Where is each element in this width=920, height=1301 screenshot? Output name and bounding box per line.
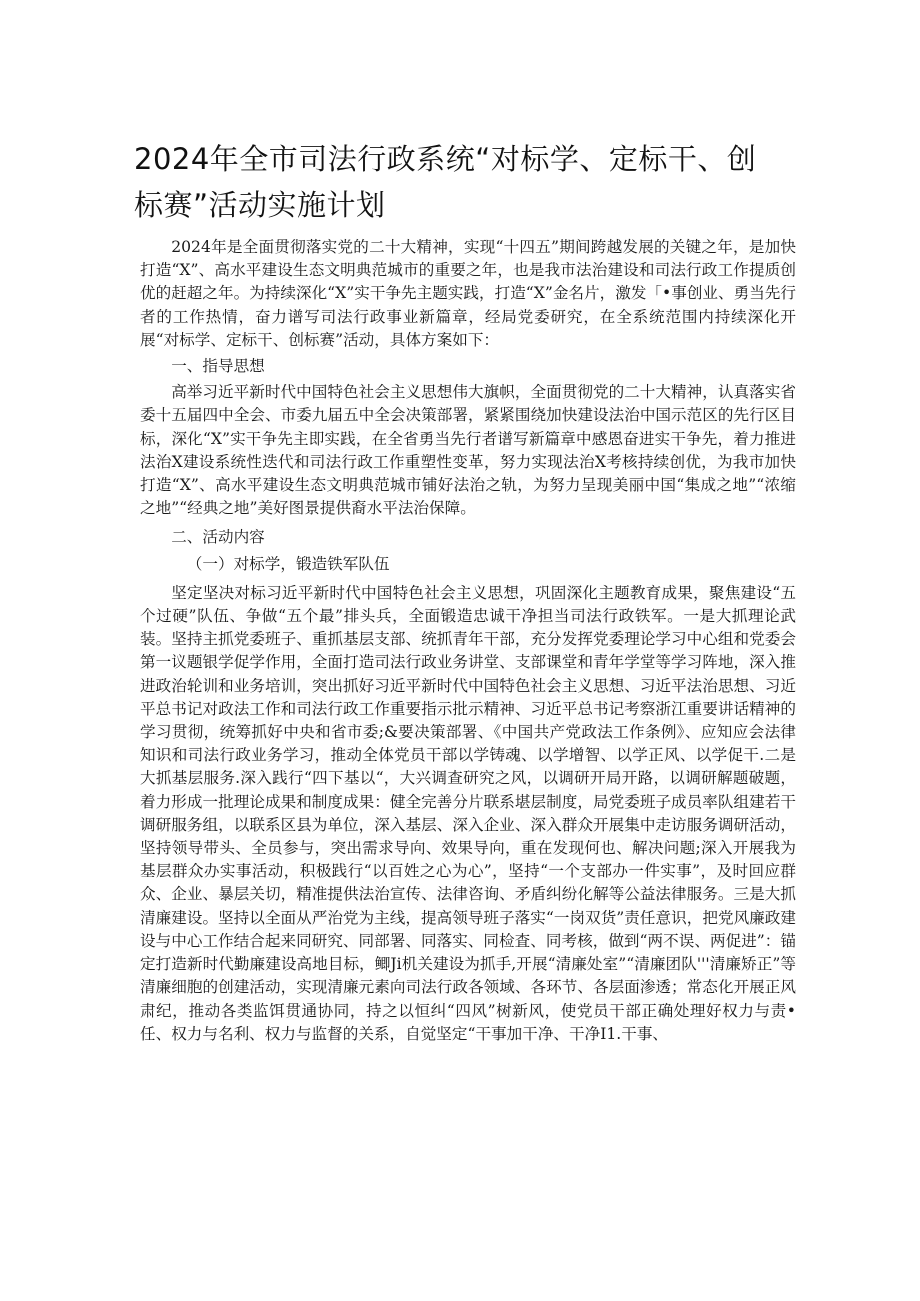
- intro-paragraph: 2024年是全面贯彻落实党的二十大精神，实现“十四五”期间跨越发展的关键之年，是加快打造“X”、高水平建设生态文明典范城市的重要之年，也是我市法治建设和司法行政工作提质创优的赶超之年。为持续深化“X”实干争先主题实践，打造“X”金名片，激发「•事创业、勇当先行者的工作热情，奋力谱写司法行政事业新篇章，经局党委研究，在全系统范围内持续深化开展“对标学、定标干、创标赛”活动，具体方案如下：: [140, 238, 796, 349]
- document-body: [140, 236, 796, 1046]
- subsection-heading-benchmark-learning: （一）对标学，锻造铁军队伍: [186, 554, 390, 573]
- benchmark-learning-paragraph: 坚定坚决对标习近平新时代中国特色社会主义思想，巩固深化主题教育成果，聚焦建设“五个过硬”队伍、争做“五个最”排头兵，全面锻造忠诚干净担当司法行政铁军。一是大抓理论武装。坚持主抓党委班子、重抓基层支部、统抓青年干部，充分发挥党委理论学习中心组和党委会第一议题银学促学作用，全面打造司法行政业务讲堂、支部课堂和青年学堂等学习阵地，深入推进政治轮训和业务培训，突出抓好习近平新时代中国特色社会主义思想、习近平法治思想、习近平总书记对政法工作和司法行政工作重要指示批示精神、习近平总书记考察浙江重要讲话精神的学习贯彻，统筹抓好中央和省市委;&要决策部署、《中国共产党政法工作条例》、应知应会法律知识和司法行政业务学习，推动全体党员干部以学铸魂、以学增智、以学正风、以学促干.二是大抓基层服务.深入践行“四下基以“，大兴调查研究之风，以调研开局开路，以调研解题破题，着力形成一批理论成果和制度成果：健全完善分片联系堪层制度，局党委班子成员率队组建若干调研服务组，以联系区县为单位，深入基层、深入企业、深入群众开展集中走访服务调研活动，坚持领导带头、全员参与，突出需求导向、效果导向，重在发现何也、解决问题;深入开展我为基层群众办实事活动，积极践行“以百姓之心为心”，坚持“一个支部办一件实事”，及时回应群众、企业、暴层关切，精准提供法治宣传、法律咨询、矛盾纠纷化解等公益法律服务。三是大抓清廉建设。坚持以全面从严治党为主线，提高领导班子落实“一岗双货”责任意识，把党风廉政建设与中心工作结合起来同研究、同部署、同落实、同检査、同考核，做到“两不误、两促进”：锚定打造新时代勤廉建设高地目标，鲫Ji机关建设为抓手,开展“清廉处室”“清廉团队'''清廉矫正”等清廉细胞的创建活动，实现清廉元素向司法行政各领域、各环节、各层面渗透；常态化开展正风肃纪，推动各类监饵贯通协同，持之以恒纠“四风”树新风，使党员干部正确处理好权力与责•任、权力与名利、权力与监督的关系，自觉坚定“干事加干净、干净I1.干事、: [140, 583, 796, 1043]
- guiding-ideology-paragraph: 高举习近平新时代中国特色社会主义思想伟大旗帜，全面贯彻党的二十大精神，认真落实省委十五届四中全会、市委九届五中全会决策部署，紧紧围绕加快建设法治中国示范区的先行区目标，深化“X”实干争先主即实践，在全省勇当先行者谱写新篇章中感恩奋进实干争先，着力推进法治X建设系统性迭代和司法行政工作重塑性变革，努力实现法治X考核持续创优，为我市加快打造“X”、高水平建设生态文明典范城市铺好法治之轨，为努力呈现美丽中国“集成之地”“浓缩之地”“经典之地”美好图景提供裔水平法治保障。: [140, 383, 796, 518]
- section-heading-activity-content: 二、活动内容: [171, 528, 265, 547]
- document-title: 2024年全市司法行政系统“对标学、定标干、创标赛”活动实施计划: [134, 142, 757, 222]
- section-heading-guiding-ideology: 一、指导思想: [171, 357, 265, 376]
